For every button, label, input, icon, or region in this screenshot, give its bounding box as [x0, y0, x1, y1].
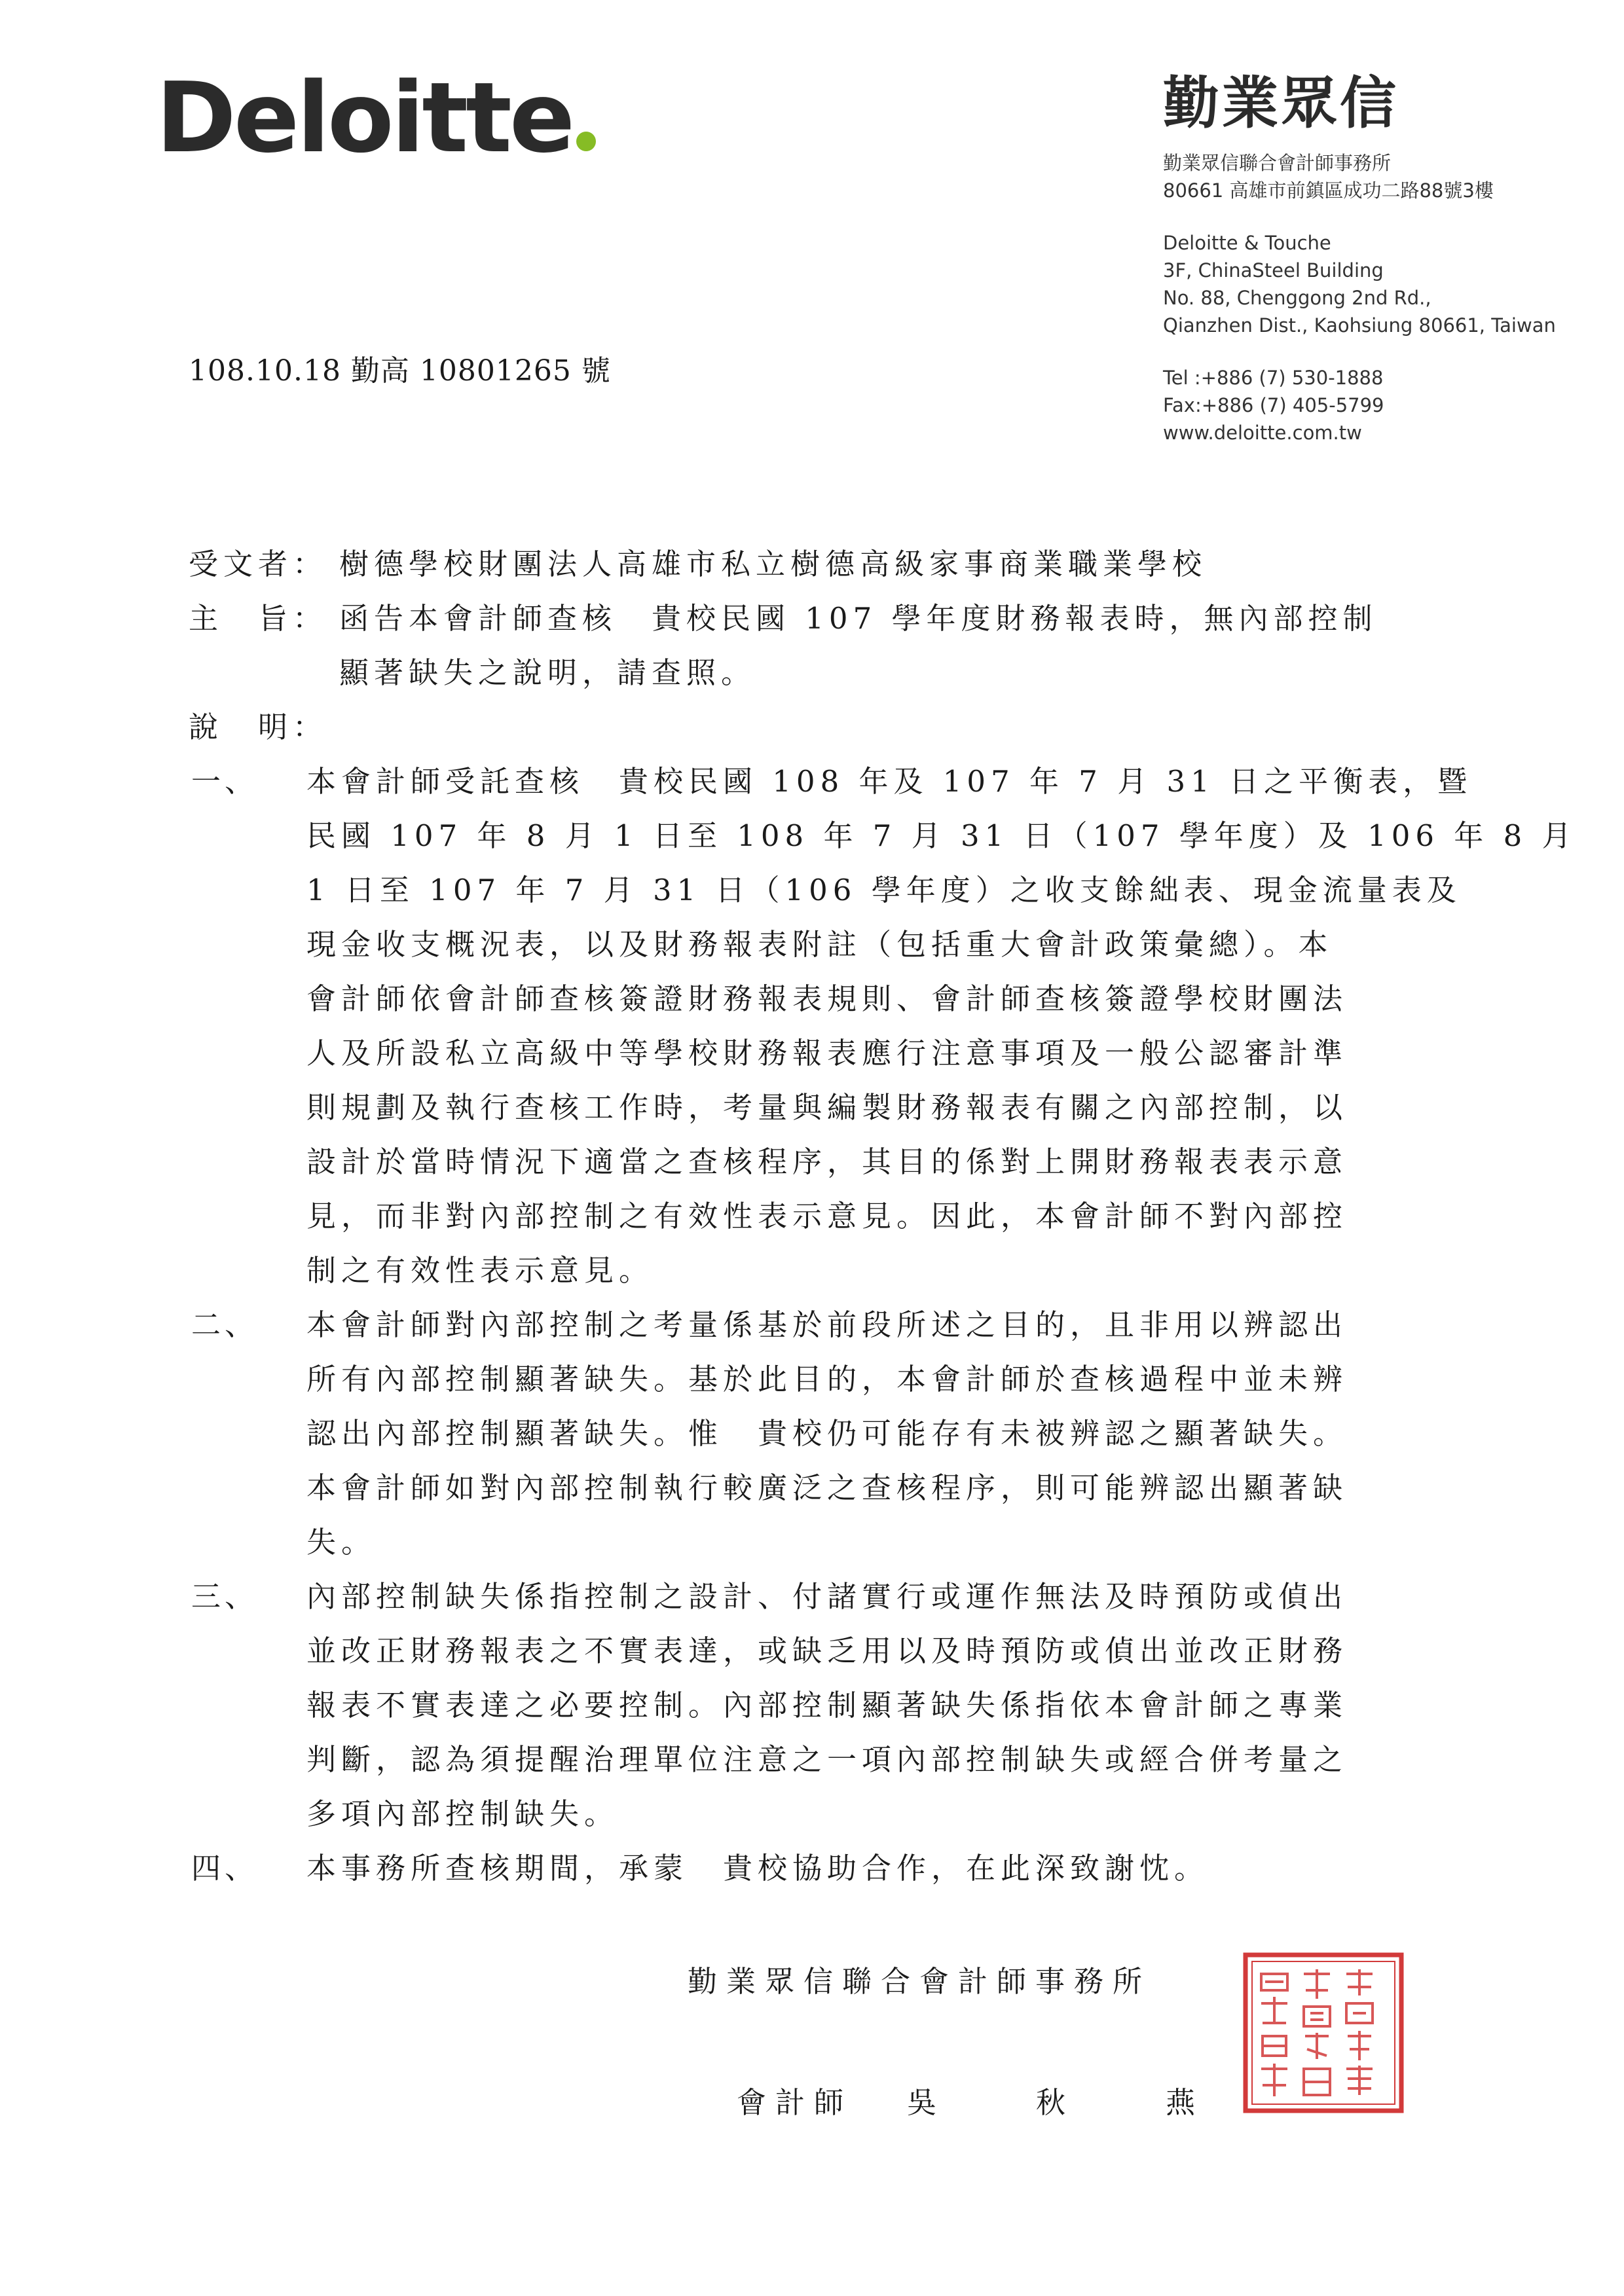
logo-text: Deloitte [156, 62, 573, 174]
fax: Fax:+886 (7) 405-5799 [1163, 394, 1384, 416]
item-line: 內部控制缺失係指控制之設計、付諸實行或運作無法及時預防或偵出 [306, 1579, 1348, 1614]
subject-line: 函告本會計師查核 貴校民國 107 學年度財務報表時，無內部控制 [339, 601, 1378, 636]
cpa-label: 會計師 [737, 2085, 853, 2120]
address-en-line: No. 88, Chenggong 2nd Rd., [1163, 287, 1431, 309]
subject-line: 顯著缺失之說明，請查照。 [339, 655, 756, 690]
item-line: 本會計師如對內部控制執行較廣泛之查核程序，則可能辨認出顯著缺 [306, 1470, 1348, 1505]
address-chinese [1163, 149, 1494, 204]
recipient-label: 受文者： [189, 547, 328, 581]
address-cn-line: 勤業眾信聯合會計師事務所 [1163, 152, 1392, 174]
item-line: 多項內部控制缺失。 [306, 1796, 619, 1831]
item-number: 三、 [191, 1579, 259, 1614]
address-cn-line: 80661 高雄市前鎮區成功二路88號3樓 [1163, 179, 1494, 202]
subject-label: 主 旨： [189, 601, 328, 636]
phone: Tel :+886 (7) 530-1888 [1163, 367, 1384, 389]
item-line: 會計師依會計師查核簽證財務報表規則、會計師查核簽證學校財團法 [306, 981, 1348, 1016]
deloitte-logo [156, 62, 596, 174]
address-english [1163, 229, 1556, 339]
item-line: 所有內部控制顯著缺失。基於此目的，本會計師於查核過程中並未辨 [306, 1362, 1348, 1396]
item-line: 判斷，認為須提醒治理單位注意之一項內部控制缺失或經合併考量之 [306, 1742, 1348, 1777]
item-number: 一、 [191, 764, 259, 799]
red-seal-stamp [1242, 1951, 1405, 2115]
item-line: 設計於當時情況下適當之查核程序，其目的係對上開財務報表表示意 [306, 1144, 1348, 1179]
item-line: 1 日至 107 年 7 月 31 日（106 學年度）之收支餘絀表、現金流量表及 [306, 873, 1462, 907]
cpa-name-char: 吳 [907, 2085, 937, 2120]
brand-chinese-name: 勤業眾信 [1163, 71, 1399, 136]
address-en-line: Qianzhen Dist., Kaohsiung 80661, Taiwan [1163, 314, 1556, 337]
recipient-value: 樹德學校財團法人高雄市私立樹德高級家事商業職業學校 [339, 547, 1208, 581]
cpa-name-char: 燕 [1166, 2085, 1196, 2120]
address-en-line: 3F, ChinaSteel Building [1163, 259, 1384, 282]
item-line: 人及所設私立高級中等學校財務報表應行注意事項及一般公認審計準 [306, 1036, 1348, 1070]
item-line: 本事務所查核期間，承蒙 貴校協助合作，在此深致謝忱。 [306, 1851, 1209, 1886]
address-en-line: Deloitte & Touche [1163, 232, 1331, 254]
item-line: 本會計師受託查核 貴校民國 108 年及 107 年 7 月 31 日之平衡表，暨 [306, 764, 1473, 799]
explanation-label: 說 明： [189, 710, 328, 744]
item-line: 本會計師對內部控制之考量係基於前段所述之目的，且非用以辨認出 [306, 1307, 1348, 1342]
firm-signature: 勤業眾信聯合會計師事務所 [688, 1964, 1152, 1999]
item-line: 失。 [306, 1525, 377, 1559]
item-line: 則規劃及執行查核工作時，考量與編製財務報表有關之內部控制，以 [306, 1090, 1348, 1125]
item-line: 制之有效性表示意見。 [306, 1253, 654, 1288]
logo-green-dot [576, 132, 596, 151]
item-line: 見，而非對內部控制之有效性表示意見。因此，本會計師不對內部控 [306, 1199, 1348, 1233]
item-line: 認出內部控制顯著缺失。惟 貴校仍可能存有未被辨認之顯著缺失。 [306, 1416, 1348, 1451]
item-line: 並改正財務報表之不實表達，或缺乏用以及時預防或偵出並改正財務 [306, 1633, 1348, 1668]
item-line: 報表不實表達之必要控制。內部控制顯著缺失係指依本會計師之專業 [306, 1688, 1348, 1722]
contact-info [1163, 364, 1384, 446]
cpa-name-char: 秋 [1036, 2085, 1066, 2120]
item-line: 現金收支概況表，以及財務報表附註（包括重大會計政策彙總）。本 [306, 927, 1333, 962]
item-number: 四、 [191, 1851, 259, 1886]
item-number: 二、 [191, 1307, 259, 1342]
document-number: 108.10.18 勤高 10801265 號 [189, 354, 611, 388]
item-line: 民國 107 年 8 月 1 日至 108 年 7 月 31 日（107 學年度）及 106 年 8 月 [306, 818, 1577, 853]
website-link[interactable]: www.deloitte.com.tw [1163, 422, 1362, 444]
